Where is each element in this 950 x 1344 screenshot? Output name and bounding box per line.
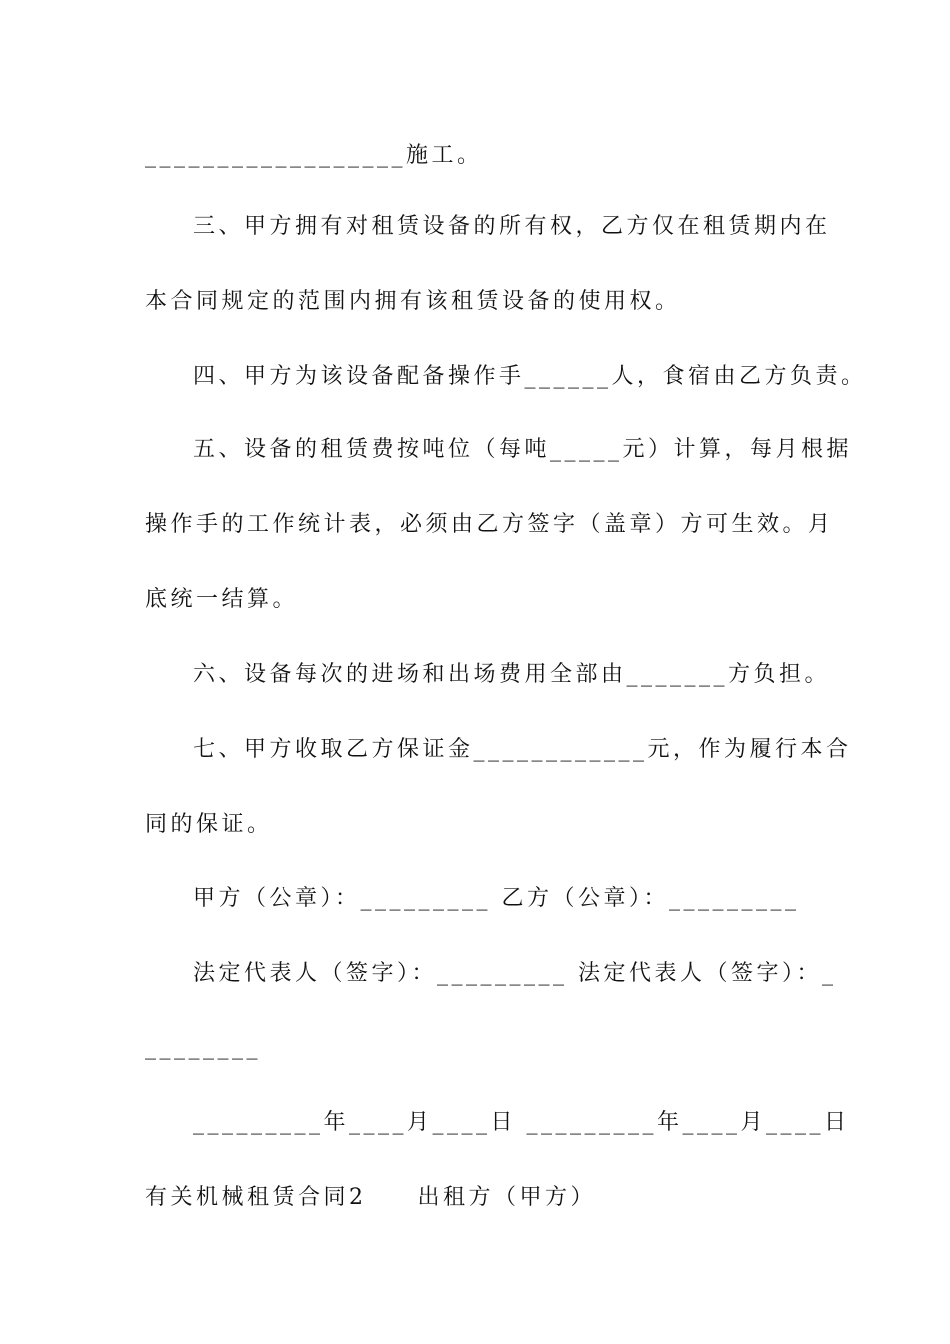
legal-representative-line: 法定代表人（签字）：_________ 法定代表人（签字）：_	[193, 961, 837, 986]
clause-6: 六、设备每次的进场和出场费用全部由_______方负担。	[193, 662, 831, 687]
clause-7-line-1: 七、甲方收取乙方保证金____________元，作为履行本合	[193, 737, 852, 762]
next-contract-heading: 有关机械租赁合同2 出租方（甲方）	[145, 1185, 596, 1210]
clause-3-line-2: 本合同规定的范围内拥有该租赁设备的使用权。	[145, 289, 681, 314]
date-line: _________年____月____日 _________年____月____日	[193, 1110, 850, 1135]
clause-5-line-1: 五、设备的租赁费按吨位（每吨_____元）计算，每月根据	[193, 437, 853, 462]
text-line-construction: __________________施工。	[145, 143, 483, 168]
clause-5-line-2: 操作手的工作统计表，必须由乙方签字（盖章）方可生效。月	[145, 512, 834, 537]
clause-5-line-3: 底统一结算。	[145, 587, 299, 612]
clause-7-line-2: 同的保证。	[145, 812, 273, 837]
legal-representative-continued: ________	[145, 1035, 261, 1060]
party-seal-line: 甲方（公章）：_________ 乙方（公章）：_________	[193, 886, 800, 911]
clause-3-line-1: 三、甲方拥有对租赁设备的所有权，乙方仅在租赁期内在	[193, 214, 831, 239]
clause-4: 四、甲方为该设备配备操作手______人，食宿由乙方负责。	[193, 364, 867, 389]
